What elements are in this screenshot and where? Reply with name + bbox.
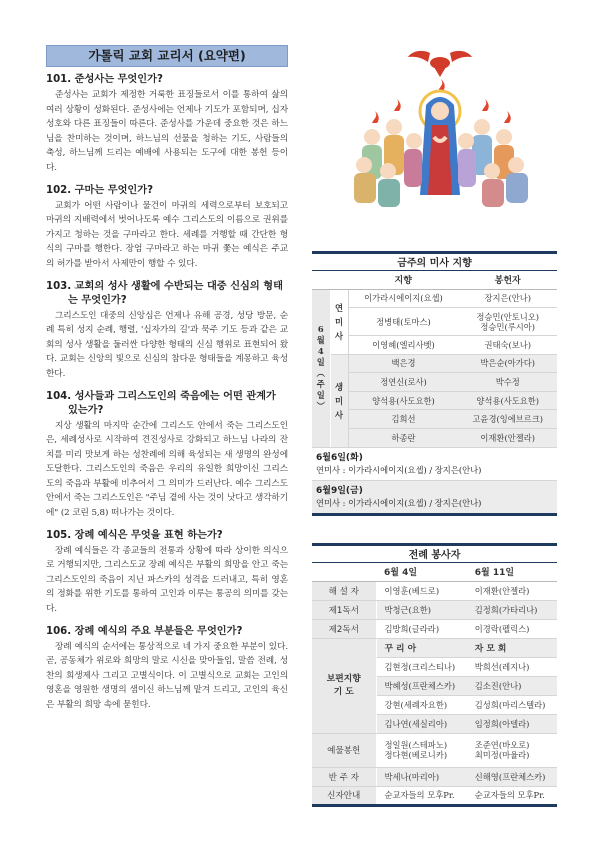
server-cell: 이재환(안젤라) bbox=[467, 581, 557, 600]
question-title: 104. 성사들과 그리스도인의 죽음에는 어떤 관계가 있는가? bbox=[46, 390, 276, 416]
extra-date: 6월9일(금) bbox=[316, 485, 363, 496]
pentecost-image bbox=[342, 45, 538, 215]
offerer-cell bbox=[458, 308, 557, 336]
server-cell: 순교자들의 모후Pr. bbox=[376, 786, 467, 805]
server-cell: 김정희(가타리나) bbox=[467, 600, 557, 619]
question-body: 장례 예식들은 각 종교들의 전통과 상황에 따라 상이한 의식으로 거행되지만, 그리스도교 장례 예식은 부활의 희망을 안고 죽는 그리스도인의 죽음이 지닌 파스카의 성격을 드러내고, 특히 영혼의 정화를 위한 기도를 통하여 고인과 이루는 통공의 의미를 갖는다. bbox=[46, 545, 288, 615]
extra-date: 6월6일(화) bbox=[316, 452, 363, 463]
server-cell: 강현(세례자요한) bbox=[376, 695, 467, 714]
question-104 bbox=[46, 390, 288, 521]
offering-line: 정다현(베로니카) bbox=[384, 750, 448, 760]
question-body: 준성사는 교회가 제정한 거룩한 표징들로서 이를 통하여 삶의 여러 상황이 성화된다. 준성사에는 언제나 기도가 포함되며, 십자 성호와 다른 표징들이 따른다. 준성사를 가운데 중요한 것은 하느님을 찬미하는 것이며, 하느님의 선물을 청하는 기도, 사람들의 축성, 하느님께 드리는 예배에 사용되는 도구에 대한 봉헌 등이다. bbox=[46, 90, 288, 173]
extra-text: 연미사 : 이가라시에이지(요셉) / 장지은(안나) bbox=[316, 497, 482, 508]
intention-cell: 이가라시에이지(요셉) bbox=[348, 289, 458, 308]
prayer-group-b: 자 모 회 bbox=[467, 638, 557, 657]
intention-cell: 김희선 bbox=[348, 410, 458, 429]
question-title: 101. 준성사는 무엇인가? bbox=[46, 74, 163, 85]
pentecost-illustration bbox=[342, 45, 538, 215]
role-reading-2: 제2독서 bbox=[312, 619, 376, 638]
col-intention: 지향 bbox=[348, 271, 458, 289]
server-cell: 김소진(안나) bbox=[467, 676, 557, 695]
role-commentator: 해 설 자 bbox=[312, 581, 376, 600]
server-cell: 박세나(마리아) bbox=[376, 767, 467, 786]
offering-line: 조준연(바오로) bbox=[474, 740, 530, 750]
offerer-cell: 고윤경(잉에브르크) bbox=[458, 410, 557, 429]
server-cell: 박희선(레지나) bbox=[467, 657, 557, 676]
prayer-role-line: 기 도 bbox=[333, 686, 354, 697]
question-106 bbox=[46, 625, 288, 713]
server-cell: 김나연(세실리아) bbox=[376, 714, 467, 733]
servers-table bbox=[312, 563, 557, 807]
question-103 bbox=[46, 280, 288, 382]
server-cell: 이경락(펠릭스) bbox=[467, 619, 557, 638]
question-105 bbox=[46, 529, 288, 617]
question-body: 지상 생활의 마지막 순간에 그리스도 안에서 죽는 그리스도인은, 세례성사로 시작하여 견진성사로 강화되고 하느님 나라의 잔치를 미리 맛보게 하는 성찬례에 의해 육성되는 새 생명의 완성에 도달한다. 그리스도인의 죽음은 우리의 유일한 희망이신 그리스도의 죽음과 부활에 비추어서 그 의미가 드러난다. 예수 그리스도 안에서 죽는 그리스도인은 "주님 곁에 사는 것이 낫다고 생각하기에" (2 코린 5,8) 떠나가는 것이다. bbox=[46, 420, 288, 519]
role-usher: 신자안내 bbox=[312, 786, 376, 805]
intention-cell: 양석용(사도요한) bbox=[348, 391, 458, 410]
empty-header bbox=[312, 563, 376, 581]
role-organist: 반 주 자 bbox=[312, 767, 376, 786]
question-title: 102. 구마는 무엇인가? bbox=[46, 184, 154, 196]
col-offerer: 봉헌자 bbox=[458, 271, 557, 289]
mass-title: 금주의 미사 지향 bbox=[312, 251, 557, 271]
catechism-section bbox=[46, 45, 288, 713]
offerer-cell: 이재환(안젤라) bbox=[458, 429, 557, 448]
role-reading-1: 제1독서 bbox=[312, 600, 376, 619]
question-body: 장례 예식의 순서에는 통상적으로 네 가지 중요한 부분이 있다. 곧, 공동체가 위로와 희망의 말로 시신을 맞아들임, 말씀 전례, 성찬의 희생제사 그리고 고별식이다. 이 고별식으로 교회는 고인의 영혼을 영원한 생명의 샘이신 하느님께 맡겨 드리고, 고인의 육신은 부활의 희망 속에 묻힌다. bbox=[46, 641, 288, 710]
group-living: 생 미 사 bbox=[330, 354, 348, 447]
mass-date: 6 월 4 일 ︵ 주 일 ︶ bbox=[312, 289, 330, 447]
offering-cell-a bbox=[376, 733, 467, 767]
intention-cell: 하종란 bbox=[348, 429, 458, 448]
col-date-1: 6월 4일 bbox=[376, 563, 467, 581]
question-title: 103. 교회의 성사 생활에 수반되는 대중 신심의 형태는 무엇인가? bbox=[46, 280, 283, 306]
mass-intentions-table bbox=[312, 251, 557, 516]
servers-title: 전례 봉사자 bbox=[312, 543, 557, 563]
question-title: 106. 장례 예식의 주요 부분들은 무엇인가? bbox=[46, 625, 243, 637]
offerer-line: 정승민(안토니오) bbox=[476, 311, 539, 322]
liturgy-servers-table bbox=[312, 543, 557, 807]
offerer-cell: 박수정 bbox=[458, 373, 557, 392]
role-offering: 예물봉헌 bbox=[312, 733, 376, 767]
server-cell: 박청근(요한) bbox=[376, 600, 467, 619]
catechism-title: 가톨릭 교회 교리서 (요약편) bbox=[46, 45, 288, 67]
dove-icon bbox=[408, 51, 472, 77]
intention-cell: 이영혜(엘리사벳) bbox=[348, 336, 458, 355]
group-dead: 연 미 사 bbox=[330, 289, 348, 354]
extra-text: 연미사 : 이가라시에이지(요셉) / 장지은(안나) bbox=[316, 464, 482, 475]
server-cell: 이영훈(베드로) bbox=[376, 581, 467, 600]
server-cell: 임정희(아델라) bbox=[467, 714, 557, 733]
extra-mass-2 bbox=[312, 481, 557, 516]
server-cell: 김성희(마리스텔라) bbox=[467, 695, 557, 714]
intention-cell: 백은경 bbox=[348, 354, 458, 373]
offerer-line: 정승민(루시아) bbox=[480, 321, 535, 332]
server-cell: 박혜성(프란체스카) bbox=[376, 676, 467, 695]
intention-cell: 정연신(로사) bbox=[348, 373, 458, 392]
server-cell: 신해영(프란체스카) bbox=[467, 767, 557, 786]
offerer-cell: 권태숙(보나) bbox=[458, 336, 557, 355]
question-body: 교회가 어떤 사람이나 물건이 마귀의 세력으로부터 보호되고 마귀의 지배력에서 벗어나도록 예수 그리스도의 이름으로 권위를 가지고 청하는 것을 구마라고 한다. 세례를 거행할 때 간단한 형식의 구마를 행한다. 장엄 구마라고 하는 마귀 쫓는 예식은 주교의 허가를 받아서 사제만이 행할 수 있다. bbox=[46, 200, 288, 269]
mass-table bbox=[312, 271, 557, 448]
extra-mass-1 bbox=[312, 448, 557, 481]
offering-line: 최미정(마율라) bbox=[474, 750, 530, 760]
offering-line: 정일원(스테파노) bbox=[384, 740, 448, 750]
offering-cell-b bbox=[467, 733, 557, 767]
intention-cell: 정병태(토마스) bbox=[348, 308, 458, 336]
prayer-group-a: 꾸 리 아 bbox=[376, 638, 467, 657]
server-cell: 김현정(크리스티나) bbox=[376, 657, 467, 676]
offerer-cell: 양석용(사도요한) bbox=[458, 391, 557, 410]
server-cell: 김방희(글라라) bbox=[376, 619, 467, 638]
role-prayer bbox=[312, 638, 376, 733]
question-102 bbox=[46, 184, 288, 272]
offerer-cell: 장지은(안나) bbox=[458, 289, 557, 308]
question-body: 그리스도인 대중의 신앙심은 언제나 유해 공경, 성당 방문, 순례 특히 성지 순례, 행렬, '십자가의 길'과 묵주 기도 등과 같은 교회의 성사 생활을 둘러싼 다양한 형태의 신심 행위로 표현되어 왔다. 교회는 신앙의 빛으로 신심의 참다운 형태들을 계몽하고 육성한다. bbox=[46, 310, 288, 379]
offerer-cell: 박은순(아가다) bbox=[458, 354, 557, 373]
question-title: 105. 장례 예식은 무엇을 표현 하는가? bbox=[46, 529, 223, 541]
question-101 bbox=[46, 73, 288, 176]
col-date-2: 6월 11일 bbox=[467, 563, 557, 581]
server-cell: 순교자들의 모후Pr. bbox=[467, 786, 557, 805]
empty-header bbox=[312, 271, 348, 289]
prayer-role-line: 보편지향 bbox=[326, 673, 361, 684]
